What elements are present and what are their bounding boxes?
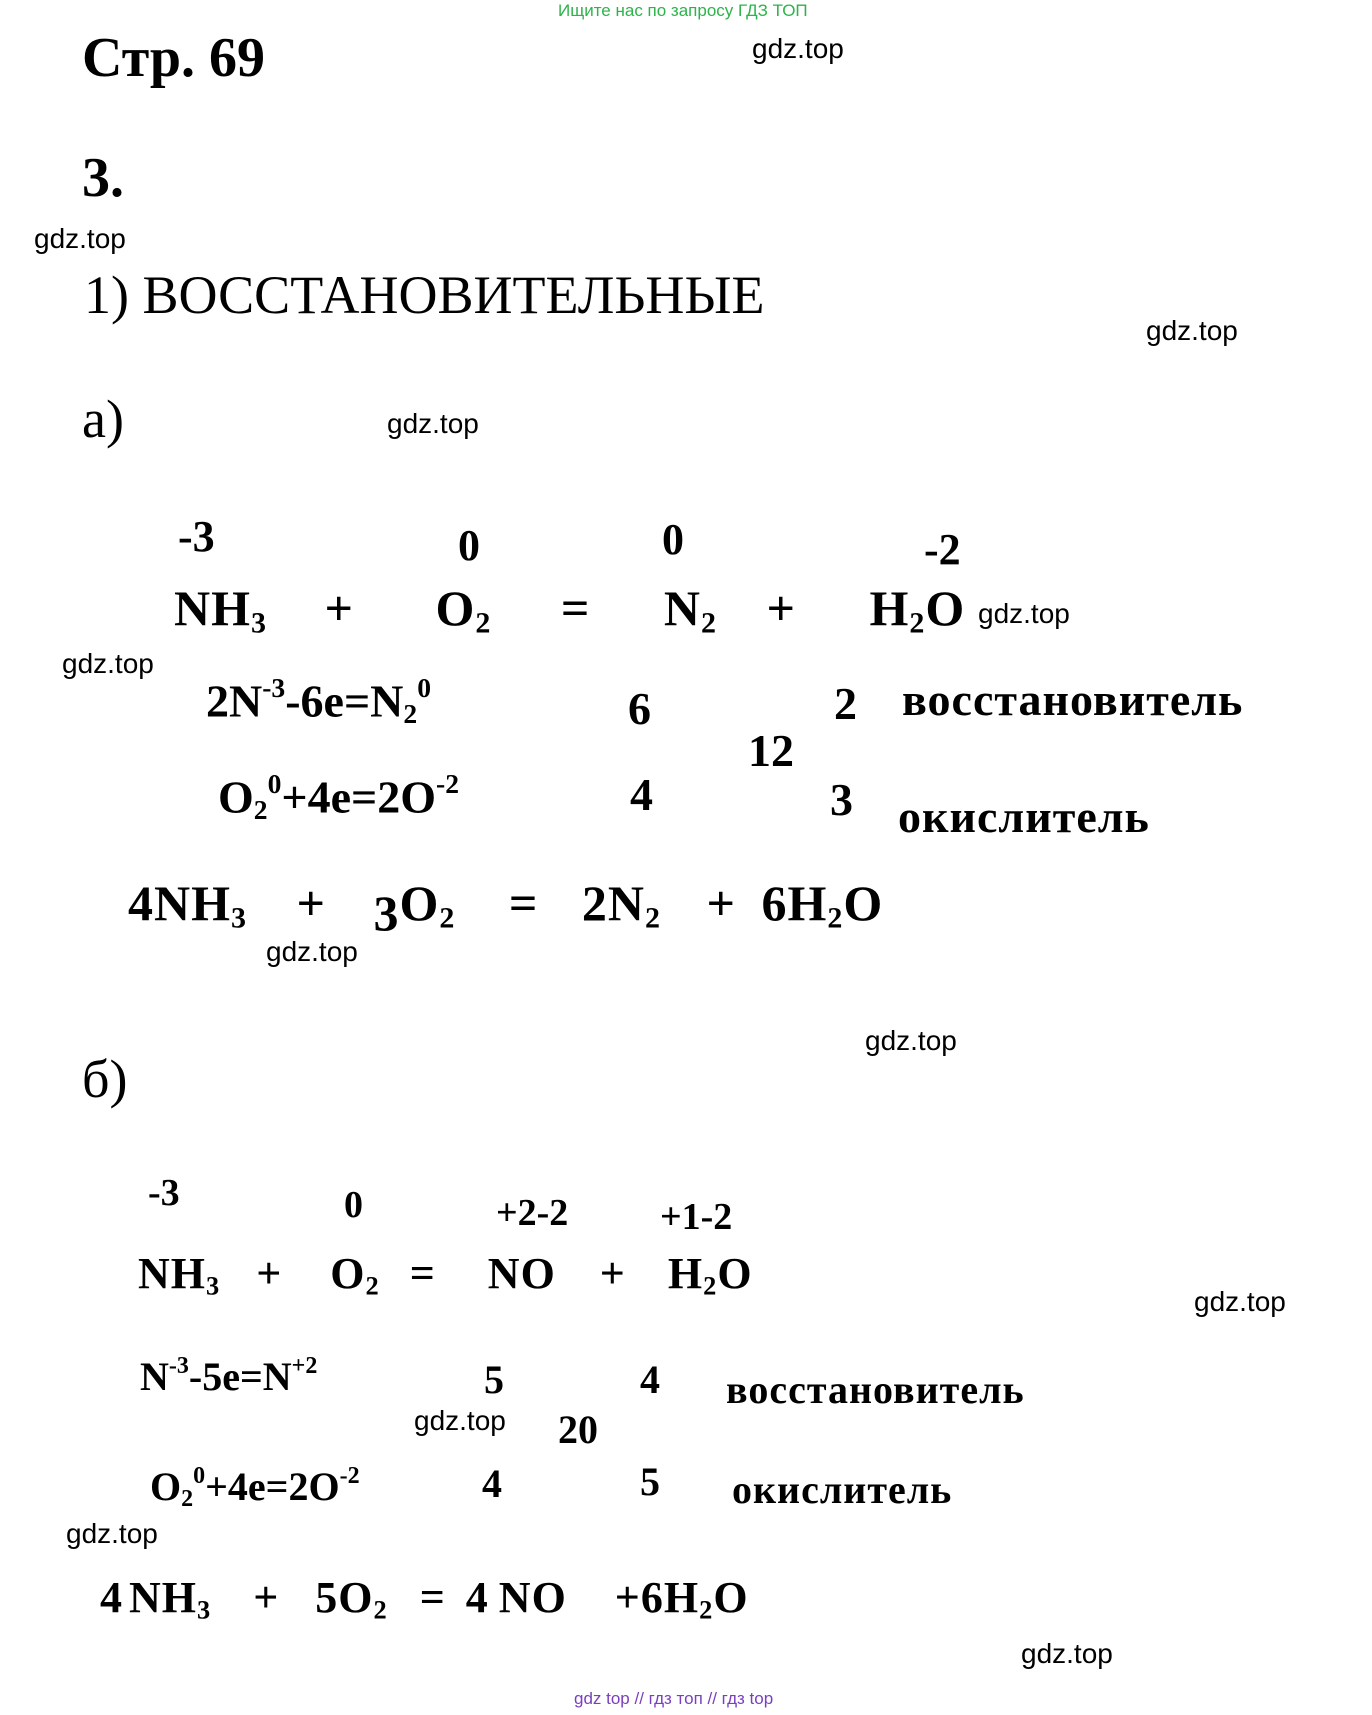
- search-banner[interactable]: Ищите нас по запросу ГДЗ ТОП: [558, 1, 808, 20]
- role-reducer: восстановитель: [726, 1367, 1025, 1412]
- least-common-multiple: 20: [558, 1407, 598, 1452]
- oxidation-state: -2: [924, 525, 961, 574]
- balance-coefficient: 4: [640, 1357, 660, 1402]
- part-b-label: б): [82, 1049, 128, 1109]
- half-reaction-oxidation: $N^{-3}-5e=N^{+2}$: [140, 1353, 318, 1399]
- oxidation-state: 0: [662, 515, 684, 564]
- reaction-equation: $NH_3 + O_2$ = NO + $H_2O$: [138, 1249, 753, 1301]
- watermark: gdz.top: [62, 648, 154, 679]
- balance-coefficient: 2: [834, 678, 857, 729]
- electron-count: 6: [628, 683, 651, 734]
- page-title: Стр. 69: [82, 27, 266, 89]
- watermark: gdz.top: [34, 223, 126, 254]
- watermark: gdz.top: [1021, 1638, 1113, 1669]
- task-number: 3.: [82, 147, 124, 209]
- half-reaction-oxidation: $2N^{-3}-6e=N_2^0$: [206, 672, 431, 730]
- oxidation-state: -3: [178, 512, 215, 561]
- watermark: gdz.top: [266, 936, 358, 967]
- balanced-equation: $4NH_3 + 3O_2 = 2N_2 + 6H_2O$: [128, 875, 884, 941]
- watermark: gdz.top: [978, 598, 1070, 629]
- watermark: gdz.top: [414, 1405, 506, 1436]
- half-reaction-reduction: $O_2^0+4e=2O^{-2}$: [218, 768, 459, 826]
- oxidation-state: +2-2: [496, 1192, 569, 1234]
- balance-coefficient: 3: [830, 774, 853, 825]
- balance-coefficient: 5: [640, 1459, 660, 1504]
- reaction-equation: $NH_3 + O_2 = N_2 + H_2O$: [174, 580, 966, 640]
- watermark: gdz.top: [1146, 315, 1238, 346]
- oxidation-state: -3: [148, 1172, 180, 1214]
- electron-count: 4: [630, 769, 653, 820]
- electron-count: 4: [482, 1461, 502, 1506]
- footer-links[interactable]: gdz top // гдз топ // гдз top: [574, 1689, 774, 1708]
- watermark: gdz.top: [387, 408, 479, 439]
- role-oxidizer: окислитель: [732, 1467, 953, 1512]
- role-reducer: восстановитель: [902, 674, 1244, 725]
- half-reaction-reduction: $O_2^0+4e=2O^{-2}$: [150, 1463, 360, 1512]
- watermark: gdz.top: [865, 1025, 957, 1056]
- part-a-label: а): [82, 389, 124, 449]
- section-title: 1) ВОССТАНОВИТЕЛЬНЫЕ: [84, 265, 765, 325]
- oxidation-state: 0: [458, 521, 480, 570]
- role-oxidizer: окислитель: [898, 791, 1150, 842]
- balanced-equation: 4 $NH_3 + 5O_2 = 4$ NO $+6H_2O$: [100, 1573, 749, 1625]
- oxidation-state: +1-2: [660, 1196, 733, 1238]
- oxidation-state: 0: [344, 1184, 363, 1226]
- watermark: gdz.top: [66, 1518, 158, 1549]
- electron-count: 5: [484, 1357, 504, 1402]
- least-common-multiple: 12: [748, 725, 794, 776]
- watermark: gdz.top: [1194, 1286, 1286, 1317]
- watermark: gdz.top: [752, 33, 844, 64]
